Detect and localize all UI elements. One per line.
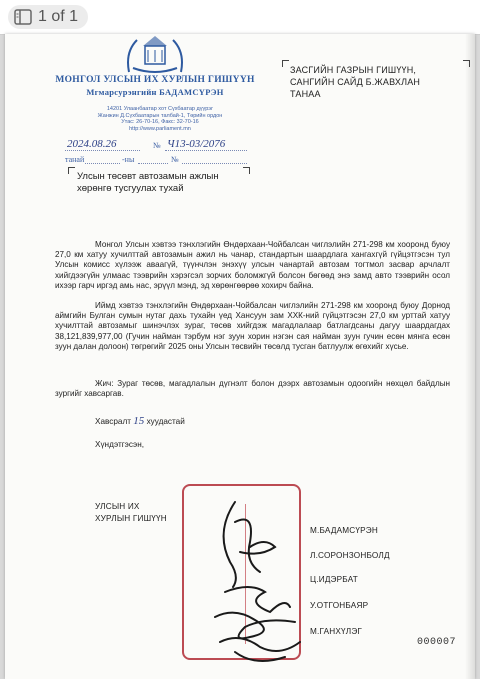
letterhead-org-name: МОНГОЛ УЛСЫН ИХ ХУРЛЫН ГИШҮҮН xyxy=(55,75,255,85)
thumbnails-icon[interactable] xyxy=(14,9,32,25)
body-paragraph-2: Иймд хэвтээ тэнхлэгийн Өндөрхаан-Чойбалсан чиглэлийн 271-298 км хооронд буюу Дорнод аймгийн Булган сумын нутаг дахь тухайн үед Хансуун зам ХХК-ний гүйцэтгэсэн 27,0 км урттай хатуу хучилттай автозамыг шинэчлэх зураг, төсөв хийгдэж магадлалаар батлагдсаны дагуу шаардагдах 38,121,839,977,00 (Гучин найман тэрбум нэг зуун хорин нэгэн сая найман зуун гучин есөн мянга есөн зуун далан долоон) төгрөгийг 2025 оны Улсын төсвийн төсөлд тусган батлуулж өгөхийг хүсье. xyxy=(55,301,450,351)
signatory-title-1: УЛСЫН ИХ xyxy=(95,502,140,511)
signatory-name: Ц.ИДЭРБАТ xyxy=(310,575,358,584)
date-handwritten: 2024.08.26 xyxy=(67,138,117,150)
number-handwritten: Ч13-03/2076 xyxy=(167,138,226,150)
ref-label-no: № xyxy=(171,155,179,164)
ref-label-nii: -ны xyxy=(122,155,135,164)
ref-form-line xyxy=(138,163,168,164)
number-label: № xyxy=(153,141,161,150)
body-paragraph-1: Монгол Улсын хэвтээ тэнхлэгийн Өндөрхаан-Чойбалсан чиглэлийн 271-298 км хооронд буюу 27,0 км хатуу хучилттай автозамын ажил нь чанар, стандартын шаардлага хангахгүй гүйцэтгэсэн тул Улсын комисс хүлээж аваагүй, түүнчлэн энэхүү улсын чанартай автозам тогтмол засвар арчлалт хийгдээгүйн улмаас тээврийн хэрэгсэл зорчих боломжгүй болсон бөгөөд энэ замд авто тээврийн осол ихээр гарч иргэд амь нас, эрүүл мэнд, эд хөрөнгөөрөө хохирч байна. xyxy=(55,240,450,290)
attachment-pages xyxy=(95,415,185,427)
page-indicator-label: 1 of 1 xyxy=(38,8,79,25)
ref-form-line xyxy=(85,163,120,164)
recipient-line: ТАНАА xyxy=(290,89,321,99)
attachment-pages-number: 15 xyxy=(133,415,145,427)
viewer-toolbar xyxy=(0,0,480,35)
address-line: 14201 Улаанбаатар хот Сүхбаатар дүүрэг xyxy=(106,106,214,112)
subject-block xyxy=(77,171,277,195)
address-line: Утас: 26-70-16, Факс: 32-70-16 xyxy=(121,119,199,126)
subject-line: Улсын төсөвт автозамын ажлын xyxy=(77,171,219,182)
state-emblem-logo xyxy=(123,34,187,79)
address-line: http://www.parliament.mn xyxy=(129,125,191,132)
recipient-bracket xyxy=(282,60,289,67)
address-line: Жанжин Д.Сүхбаатарын талбай-1, Төрийн ордон xyxy=(97,112,223,119)
recipient-block xyxy=(290,64,470,100)
attachment-prefix: Хавсралт xyxy=(95,417,132,426)
signatory-name: М.ГАНХҮЛЭГ xyxy=(310,627,363,636)
signatory-name: М.БАДАМСҮРЭН xyxy=(310,526,378,535)
page-indicator[interactable] xyxy=(8,5,88,29)
attachment-suffix: хуудастай xyxy=(146,417,185,426)
signatory-name: Л.СОРОНЗОНБОЛД xyxy=(310,551,390,560)
recipient-line: ЗАСГИЙН ГАЗРЫН ГИШҮҮН, xyxy=(290,65,417,75)
letterhead-org-subname: Мгмарсурэнгийн БАДАМСҮРЭН xyxy=(86,87,224,97)
signatory-name: У.ОТГОНБАЯР xyxy=(310,601,369,610)
closing: Хүндэтгэсэн, xyxy=(95,440,145,449)
signatory-title-2: ХУРЛЫН ГИШҮҮН xyxy=(95,514,167,523)
handwritten-signatures xyxy=(195,492,315,677)
number-form-line xyxy=(165,150,247,151)
letterhead-address xyxy=(85,106,235,132)
page-edge-shadow xyxy=(465,34,475,679)
subject-line: хөрөнгө тусгуулах тухай xyxy=(77,183,184,194)
subject-bracket xyxy=(68,167,75,174)
ref-form-line xyxy=(182,163,247,164)
recipient-line: САНГИЙН САЙД Б.ЖАВХЛАН xyxy=(290,77,421,87)
attachment-note: Жич: Зураг төсөв, магадлалын дүгнэлт болон дээрх автозамын одоогийн нөхцөл байдлын зургийг хавсаргав. xyxy=(55,379,450,399)
ref-label-tanai: танай xyxy=(65,155,85,164)
serial-number: 000007 xyxy=(417,637,457,648)
document-page xyxy=(5,34,475,679)
date-form-line xyxy=(65,150,140,151)
